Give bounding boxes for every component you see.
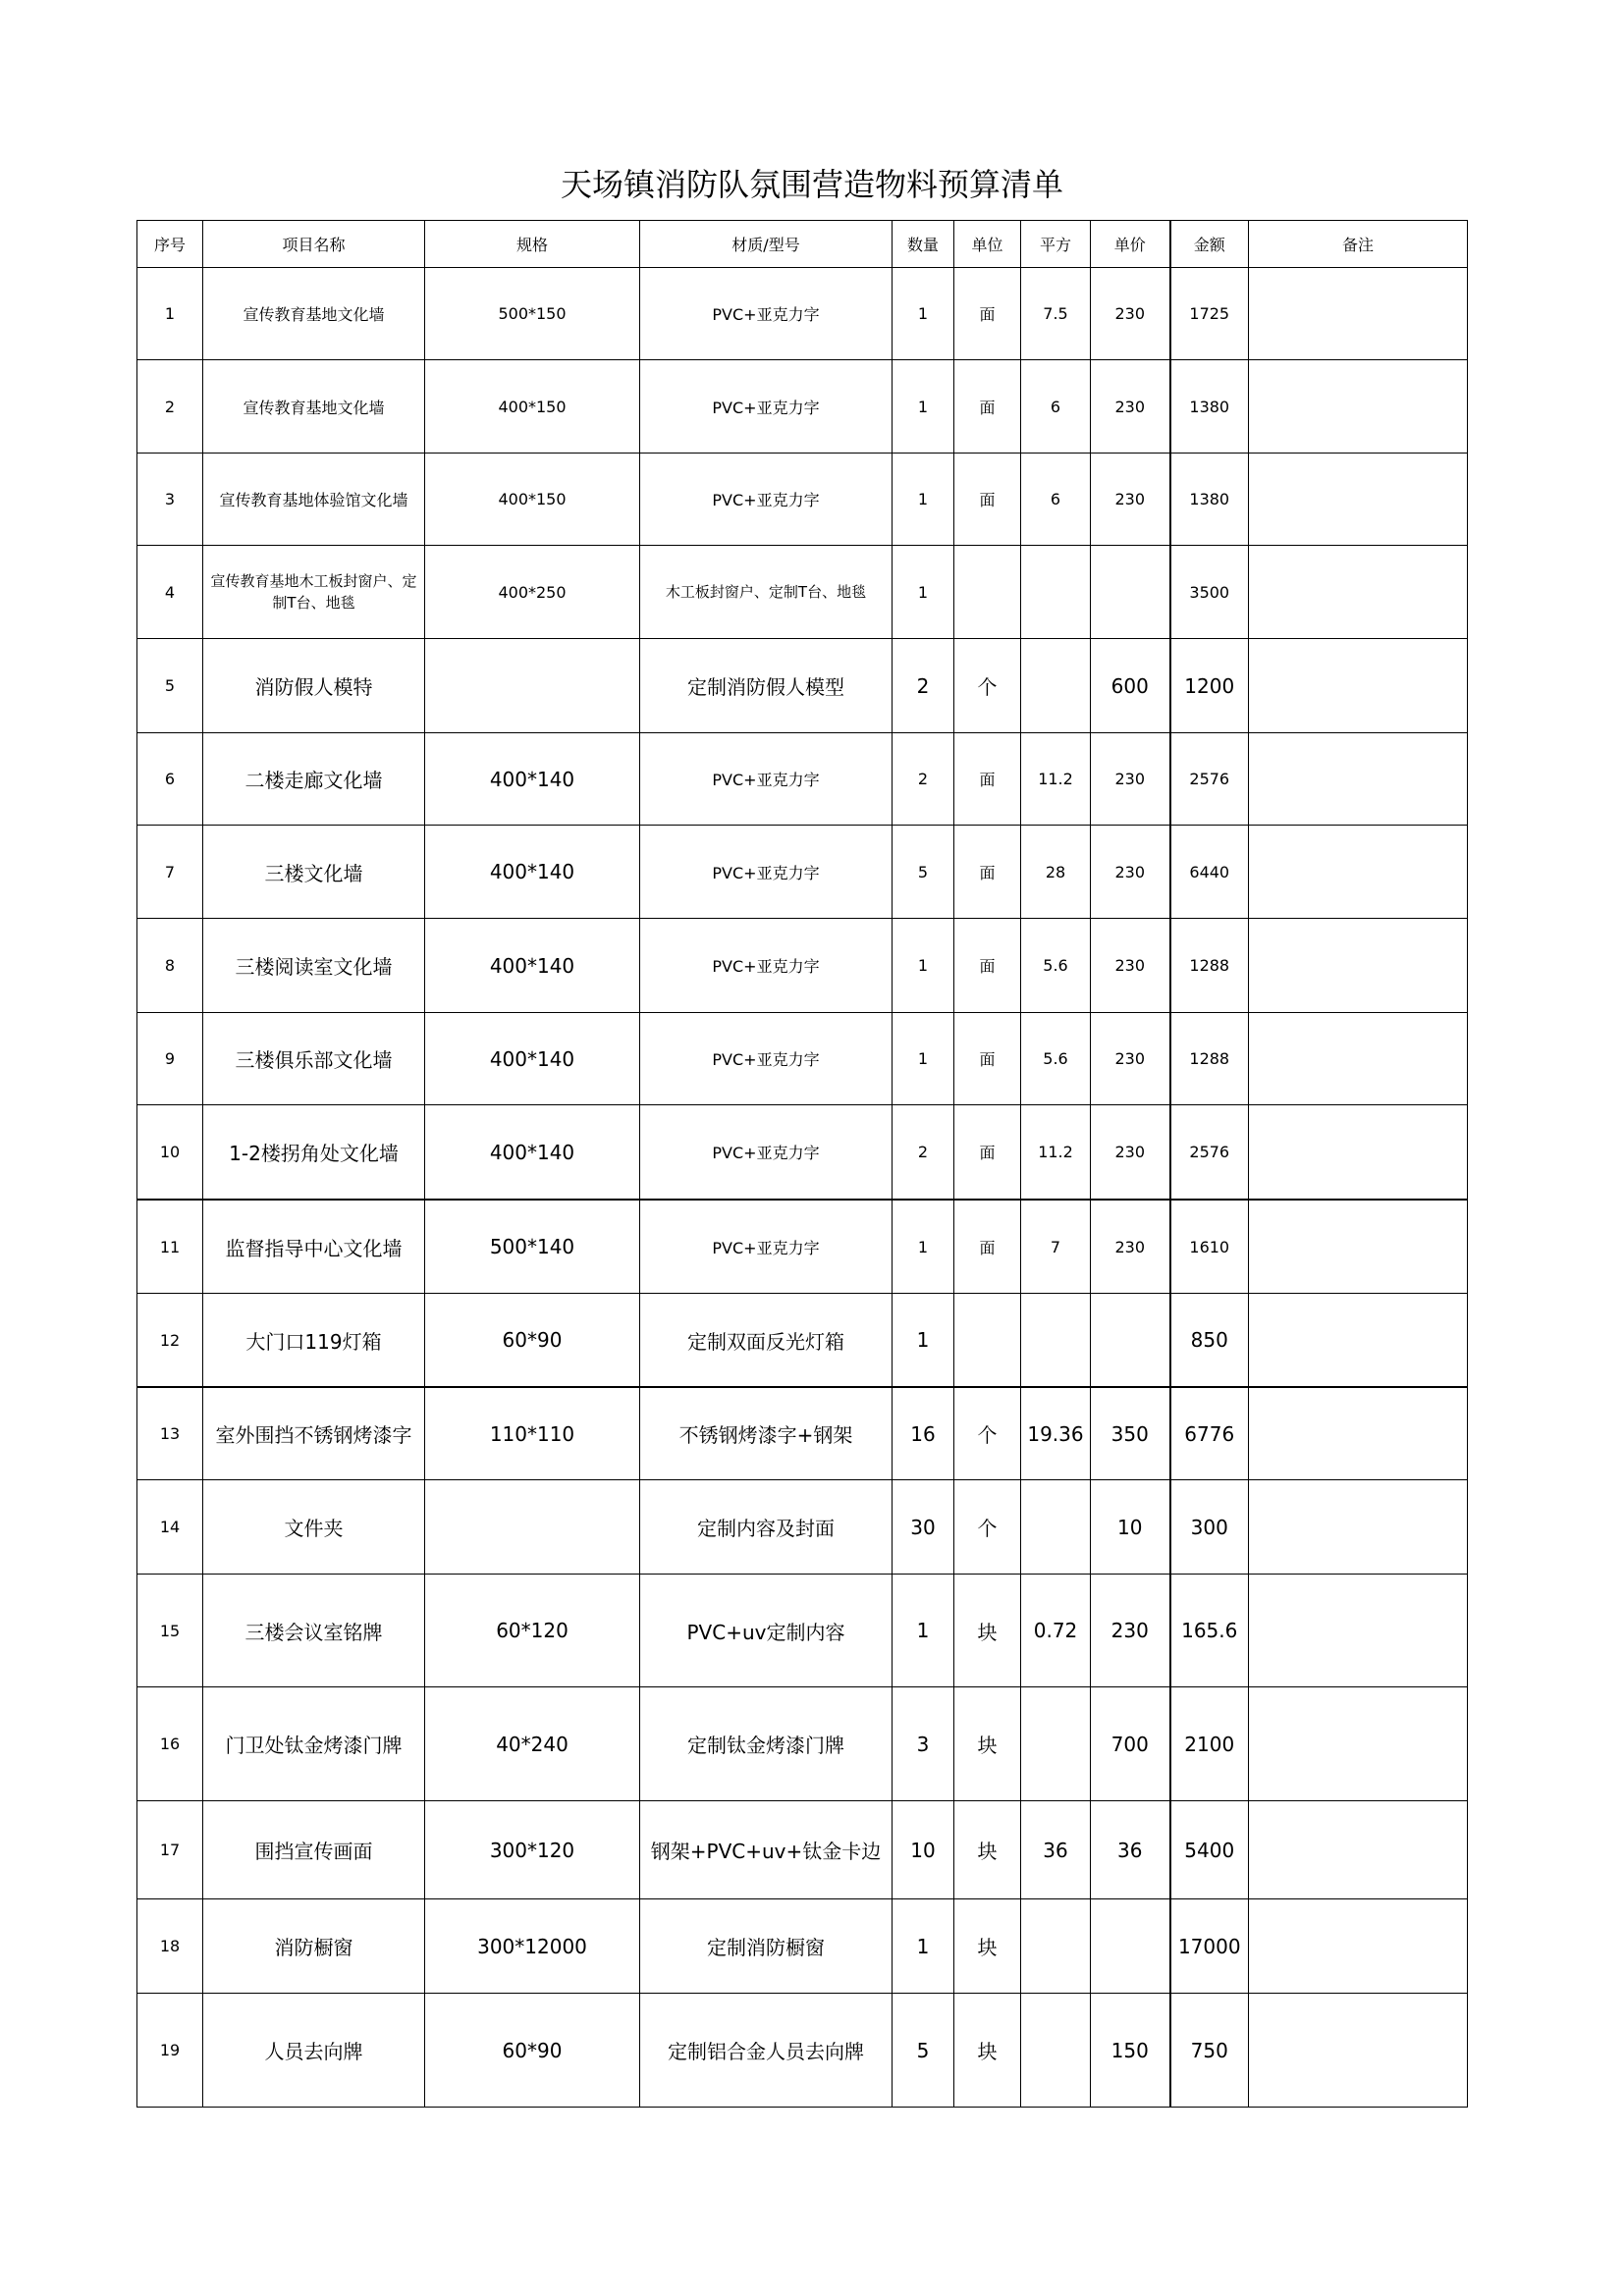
- table-row: [137, 1294, 1468, 1388]
- cell-price: 230: [1091, 733, 1170, 826]
- cell-no: 18: [137, 1899, 203, 1994]
- cell-area: 7.5: [1021, 268, 1091, 360]
- cell-unit: 面: [954, 454, 1021, 546]
- cell-qty: 1: [893, 268, 954, 360]
- cell-no: 5: [137, 639, 203, 733]
- cell-qty: 1: [893, 1013, 954, 1105]
- cell-unit: 面: [954, 919, 1021, 1013]
- cell-no: 4: [137, 546, 203, 639]
- table-row: [137, 1200, 1468, 1294]
- cell-area: 11.2: [1021, 733, 1091, 826]
- cell-qty: 1: [893, 1200, 954, 1294]
- header-no: 序号: [137, 221, 203, 268]
- cell-amount: 2100: [1170, 1687, 1249, 1801]
- cell-area: 6: [1021, 454, 1091, 546]
- cell-price: 230: [1091, 1575, 1170, 1687]
- table-row: [137, 826, 1468, 919]
- cell-area: 5.6: [1021, 919, 1091, 1013]
- cell-amount: 750: [1170, 1994, 1249, 2108]
- budget-table: [136, 220, 1468, 2108]
- cell-price: 230: [1091, 826, 1170, 919]
- cell-qty: 1: [893, 1899, 954, 1994]
- cell-name: 监督指导中心文化墙: [203, 1200, 425, 1294]
- cell-note: [1249, 1899, 1468, 1994]
- cell-spec: 400*140: [425, 733, 640, 826]
- cell-name: 三楼文化墙: [203, 826, 425, 919]
- cell-amount: 1288: [1170, 919, 1249, 1013]
- cell-area: 11.2: [1021, 1105, 1091, 1201]
- cell-note: [1249, 1200, 1468, 1294]
- table-header-row: [137, 221, 1468, 268]
- cell-amount: 850: [1170, 1294, 1249, 1388]
- cell-note: [1249, 1994, 1468, 2108]
- cell-name: 室外围挡不锈钢烤漆字: [203, 1387, 425, 1480]
- header-unit: 单位: [954, 221, 1021, 268]
- cell-name: 消防橱窗: [203, 1899, 425, 1994]
- cell-amount: 1610: [1170, 1200, 1249, 1294]
- table-row: [137, 733, 1468, 826]
- cell-note: [1249, 1387, 1468, 1480]
- cell-material: 定制消防橱窗: [640, 1899, 893, 1994]
- cell-amount: 165.6: [1170, 1575, 1249, 1687]
- cell-amount: 2576: [1170, 1105, 1249, 1201]
- cell-amount: 3500: [1170, 546, 1249, 639]
- cell-amount: 6776: [1170, 1387, 1249, 1480]
- cell-note: [1249, 1013, 1468, 1105]
- cell-price: 350: [1091, 1387, 1170, 1480]
- table-row: [137, 1105, 1468, 1201]
- cell-material: 定制铝合金人员去向牌: [640, 1994, 893, 2108]
- cell-unit: 面: [954, 1200, 1021, 1294]
- cell-area: 6: [1021, 360, 1091, 454]
- cell-area: [1021, 1294, 1091, 1388]
- cell-area: 36: [1021, 1801, 1091, 1899]
- cell-name: 三楼阅读室文化墙: [203, 919, 425, 1013]
- cell-qty: 5: [893, 1994, 954, 2108]
- cell-spec: 400*150: [425, 454, 640, 546]
- cell-qty: 1: [893, 454, 954, 546]
- cell-amount: 1380: [1170, 454, 1249, 546]
- cell-price: 230: [1091, 1200, 1170, 1294]
- header-qty: 数量: [893, 221, 954, 268]
- cell-no: 3: [137, 454, 203, 546]
- cell-no: 17: [137, 1801, 203, 1899]
- cell-amount: 2576: [1170, 733, 1249, 826]
- cell-note: [1249, 1687, 1468, 1801]
- cell-no: 2: [137, 360, 203, 454]
- cell-note: [1249, 360, 1468, 454]
- cell-name: 门卫处钛金烤漆门牌: [203, 1687, 425, 1801]
- cell-unit: 面: [954, 360, 1021, 454]
- cell-spec: 300*12000: [425, 1899, 640, 1994]
- cell-spec: [425, 1480, 640, 1575]
- cell-area: 5.6: [1021, 1013, 1091, 1105]
- cell-price: 36: [1091, 1801, 1170, 1899]
- cell-material: 定制内容及封面: [640, 1480, 893, 1575]
- cell-name: 二楼走廊文化墙: [203, 733, 425, 826]
- cell-material: PVC+亚克力字: [640, 454, 893, 546]
- header-name: 项目名称: [203, 221, 425, 268]
- cell-no: 13: [137, 1387, 203, 1480]
- cell-unit: [954, 1294, 1021, 1388]
- cell-no: 10: [137, 1105, 203, 1201]
- cell-unit: 面: [954, 826, 1021, 919]
- header-spec: 规格: [425, 221, 640, 268]
- cell-material: PVC+亚克力字: [640, 733, 893, 826]
- cell-material: 不锈钢烤漆字+钢架: [640, 1387, 893, 1480]
- table-row: [137, 919, 1468, 1013]
- cell-no: 7: [137, 826, 203, 919]
- cell-spec: 400*150: [425, 360, 640, 454]
- table-row: [137, 268, 1468, 360]
- cell-area: 19.36: [1021, 1387, 1091, 1480]
- cell-qty: 2: [893, 639, 954, 733]
- table-row: [137, 360, 1468, 454]
- cell-spec: 400*140: [425, 1013, 640, 1105]
- cell-note: [1249, 919, 1468, 1013]
- cell-area: [1021, 1687, 1091, 1801]
- cell-spec: 400*250: [425, 546, 640, 639]
- cell-no: 8: [137, 919, 203, 1013]
- cell-name: 消防假人模特: [203, 639, 425, 733]
- cell-spec: 500*150: [425, 268, 640, 360]
- cell-qty: 5: [893, 826, 954, 919]
- cell-amount: 1288: [1170, 1013, 1249, 1105]
- table-row: [137, 639, 1468, 733]
- cell-name: 三楼俱乐部文化墙: [203, 1013, 425, 1105]
- cell-amount: 6440: [1170, 826, 1249, 919]
- cell-no: 9: [137, 1013, 203, 1105]
- cell-unit: 面: [954, 268, 1021, 360]
- cell-unit: 面: [954, 1105, 1021, 1201]
- cell-unit: 块: [954, 1687, 1021, 1801]
- cell-spec: 400*140: [425, 919, 640, 1013]
- cell-area: 7: [1021, 1200, 1091, 1294]
- cell-amount: 1200: [1170, 639, 1249, 733]
- cell-area: [1021, 546, 1091, 639]
- cell-note: [1249, 1294, 1468, 1388]
- cell-price: 230: [1091, 1105, 1170, 1201]
- cell-qty: 1: [893, 546, 954, 639]
- cell-spec: 400*140: [425, 1105, 640, 1201]
- cell-material: 钢架+PVC+uv+钛金卡边: [640, 1801, 893, 1899]
- cell-name: 大门口119灯箱: [203, 1294, 425, 1388]
- cell-spec: 400*140: [425, 826, 640, 919]
- cell-area: 0.72: [1021, 1575, 1091, 1687]
- cell-no: 6: [137, 733, 203, 826]
- cell-material: PVC+亚克力字: [640, 919, 893, 1013]
- cell-note: [1249, 1575, 1468, 1687]
- cell-note: [1249, 1105, 1468, 1201]
- cell-area: [1021, 639, 1091, 733]
- cell-note: [1249, 454, 1468, 546]
- cell-name: 1-2楼拐角处文化墙: [203, 1105, 425, 1201]
- cell-no: 15: [137, 1575, 203, 1687]
- cell-note: [1249, 268, 1468, 360]
- cell-no: 19: [137, 1994, 203, 2108]
- cell-qty: 30: [893, 1480, 954, 1575]
- cell-material: PVC+亚克力字: [640, 360, 893, 454]
- cell-unit: 块: [954, 1994, 1021, 2108]
- cell-amount: 1725: [1170, 268, 1249, 360]
- cell-material: 定制钛金烤漆门牌: [640, 1687, 893, 1801]
- cell-area: [1021, 1994, 1091, 2108]
- cell-unit: 块: [954, 1899, 1021, 1994]
- cell-spec: 60*90: [425, 1994, 640, 2108]
- cell-no: 16: [137, 1687, 203, 1801]
- cell-name: 宣传教育基地木工板封窗户、定制T台、地毯: [203, 546, 425, 639]
- cell-name: 三楼会议室铭牌: [203, 1575, 425, 1687]
- cell-area: 28: [1021, 826, 1091, 919]
- cell-note: [1249, 1480, 1468, 1575]
- cell-amount: 1380: [1170, 360, 1249, 454]
- header-price: 单价: [1091, 221, 1170, 268]
- cell-area: [1021, 1480, 1091, 1575]
- cell-amount: 300: [1170, 1480, 1249, 1575]
- table-row: [137, 1687, 1468, 1801]
- cell-name: 宣传教育基地文化墙: [203, 268, 425, 360]
- cell-note: [1249, 826, 1468, 919]
- cell-unit: 块: [954, 1575, 1021, 1687]
- cell-unit: 个: [954, 1480, 1021, 1575]
- page-title: 天场镇消防队氛围营造物料预算清单: [560, 166, 1063, 203]
- cell-unit: 面: [954, 733, 1021, 826]
- cell-name: 宣传教育基地体验馆文化墙: [203, 454, 425, 546]
- cell-material: PVC+亚克力字: [640, 1200, 893, 1294]
- cell-material: PVC+亚克力字: [640, 826, 893, 919]
- cell-price: 10: [1091, 1480, 1170, 1575]
- cell-qty: 1: [893, 1294, 954, 1388]
- table-row: [137, 454, 1468, 546]
- table-row: [137, 1387, 1468, 1480]
- cell-qty: 10: [893, 1801, 954, 1899]
- cell-price: [1091, 546, 1170, 639]
- cell-spec: 300*120: [425, 1801, 640, 1899]
- cell-no: 14: [137, 1480, 203, 1575]
- cell-amount: 17000: [1170, 1899, 1249, 1994]
- cell-spec: 60*90: [425, 1294, 640, 1388]
- cell-material: 木工板封窗户、定制T台、地毯: [640, 546, 893, 639]
- table-row: [137, 1801, 1468, 1899]
- cell-qty: 1: [893, 1575, 954, 1687]
- cell-price: 150: [1091, 1994, 1170, 2108]
- cell-note: [1249, 733, 1468, 826]
- table-row: [137, 1994, 1468, 2108]
- cell-spec: [425, 639, 640, 733]
- cell-material: PVC+亚克力字: [640, 1105, 893, 1201]
- cell-amount: 5400: [1170, 1801, 1249, 1899]
- cell-name: 文件夹: [203, 1480, 425, 1575]
- cell-qty: 1: [893, 919, 954, 1013]
- cell-spec: 500*140: [425, 1200, 640, 1294]
- cell-note: [1249, 639, 1468, 733]
- cell-no: 12: [137, 1294, 203, 1388]
- cell-material: PVC+uv定制内容: [640, 1575, 893, 1687]
- cell-note: [1249, 546, 1468, 639]
- cell-price: 230: [1091, 919, 1170, 1013]
- cell-spec: 110*110: [425, 1387, 640, 1480]
- cell-note: [1249, 1801, 1468, 1899]
- cell-spec: 40*240: [425, 1687, 640, 1801]
- cell-material: PVC+亚克力字: [640, 1013, 893, 1105]
- header-area: 平方: [1021, 221, 1091, 268]
- cell-name: 宣传教育基地文化墙: [203, 360, 425, 454]
- cell-price: 600: [1091, 639, 1170, 733]
- header-note: 备注: [1249, 221, 1468, 268]
- cell-no: 11: [137, 1200, 203, 1294]
- cell-unit: 个: [954, 639, 1021, 733]
- cell-price: 700: [1091, 1687, 1170, 1801]
- cell-price: 230: [1091, 454, 1170, 546]
- cell-unit: 块: [954, 1801, 1021, 1899]
- cell-qty: 2: [893, 1105, 954, 1201]
- table-row: [137, 546, 1468, 639]
- cell-material: PVC+亚克力字: [640, 268, 893, 360]
- header-material: 材质/型号: [640, 221, 893, 268]
- table-row: [137, 1480, 1468, 1575]
- cell-price: 230: [1091, 1013, 1170, 1105]
- header-amount: 金额: [1170, 221, 1249, 268]
- table-row: [137, 1013, 1468, 1105]
- cell-no: 1: [137, 268, 203, 360]
- cell-area: [1021, 1899, 1091, 1994]
- table-row: [137, 1575, 1468, 1687]
- cell-material: 定制双面反光灯箱: [640, 1294, 893, 1388]
- cell-name: 人员去向牌: [203, 1994, 425, 2108]
- cell-qty: 3: [893, 1687, 954, 1801]
- cell-qty: 2: [893, 733, 954, 826]
- cell-name: 围挡宣传画面: [203, 1801, 425, 1899]
- cell-price: 230: [1091, 268, 1170, 360]
- cell-spec: 60*120: [425, 1575, 640, 1687]
- cell-unit: [954, 546, 1021, 639]
- cell-qty: 16: [893, 1387, 954, 1480]
- cell-material: 定制消防假人模型: [640, 639, 893, 733]
- cell-price: [1091, 1899, 1170, 1994]
- cell-price: 230: [1091, 360, 1170, 454]
- cell-unit: 个: [954, 1387, 1021, 1480]
- cell-price: [1091, 1294, 1170, 1388]
- table-row: [137, 1899, 1468, 1994]
- cell-unit: 面: [954, 1013, 1021, 1105]
- cell-qty: 1: [893, 360, 954, 454]
